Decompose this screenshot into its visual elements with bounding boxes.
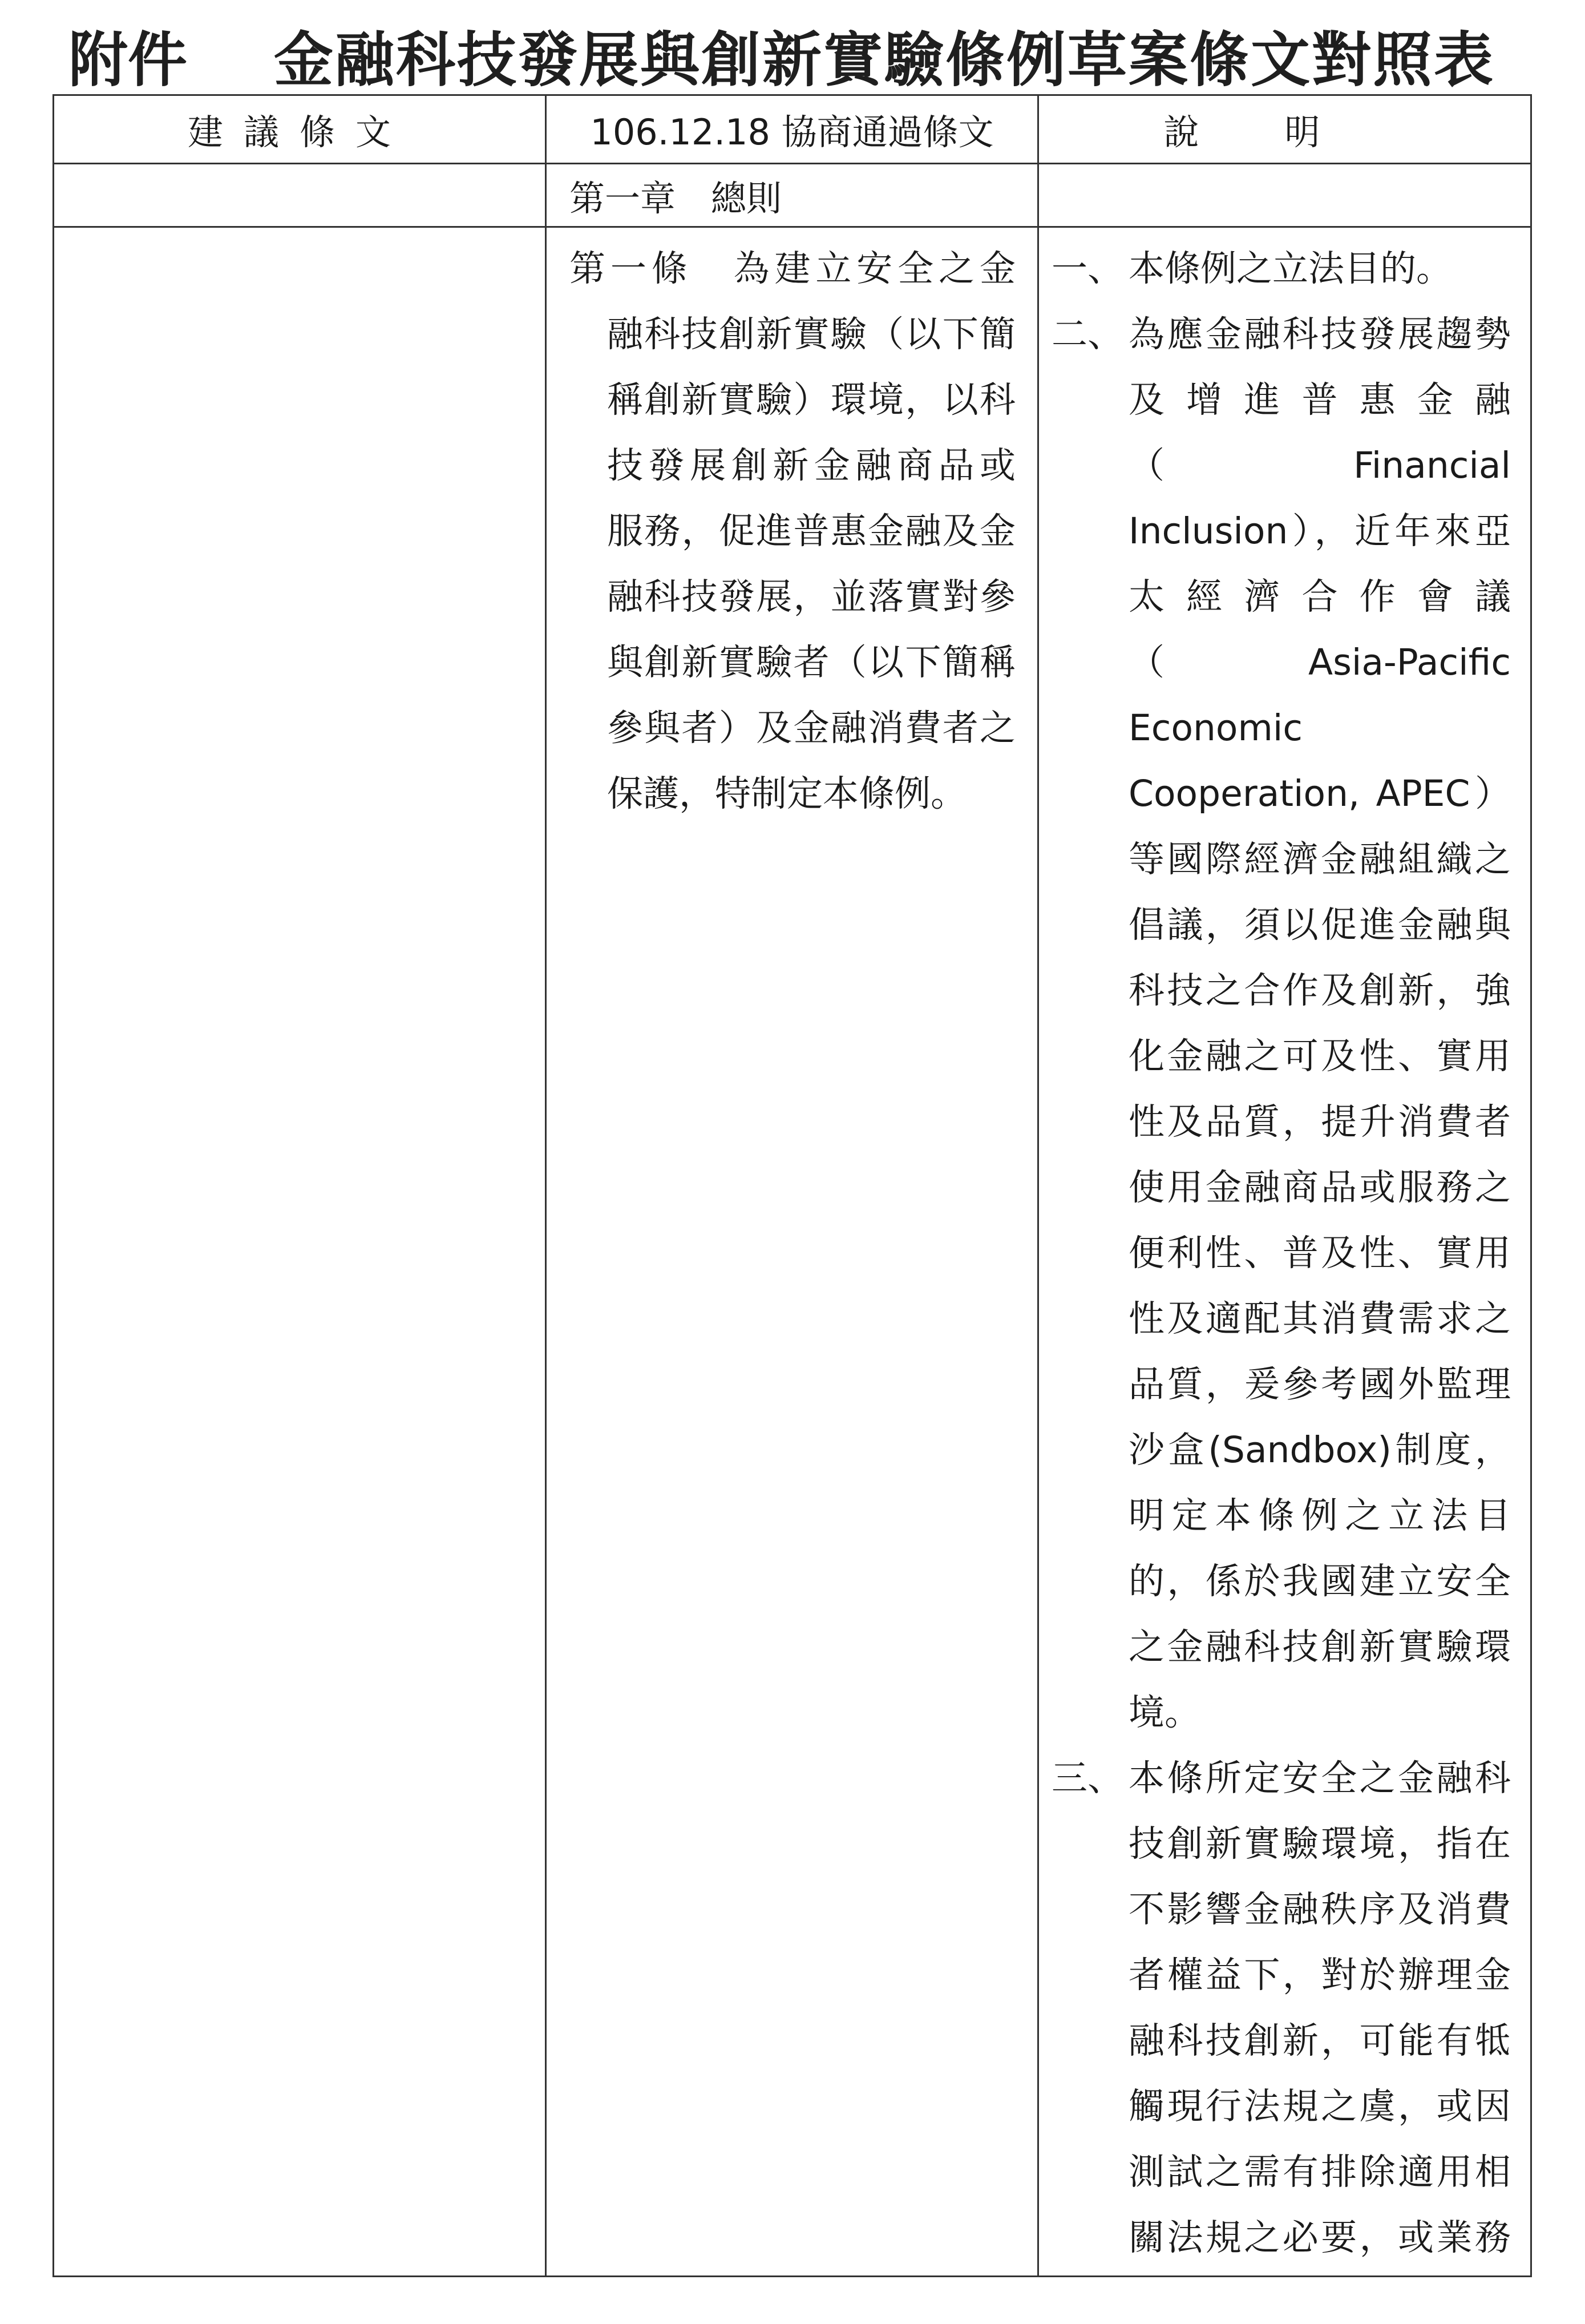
- item-line: 境。: [1129, 1692, 1200, 1733]
- item-line: 為應金融科技發展趨勢: [1129, 313, 1511, 355]
- item-line: 性及適配其消費需求之: [1129, 1298, 1511, 1339]
- item-line: Cooperation, APEC）: [1129, 773, 1511, 814]
- explanation-item: [1052, 236, 1511, 301]
- article-line: 參與者）及金融消費者之: [607, 707, 1016, 749]
- agreed-article-cell: [546, 227, 1038, 2277]
- item-text: [1129, 301, 1511, 1745]
- item-line: （Asia-Pacific: [1129, 641, 1511, 683]
- item-text: [1129, 1745, 1511, 2270]
- item-number: 三、: [1052, 1757, 1123, 1799]
- title-prefix: 附件: [68, 25, 188, 95]
- item-line: 明定本條例之立法目: [1129, 1495, 1511, 1536]
- item-text: [1129, 236, 1511, 301]
- comparison-table: [52, 94, 1532, 2277]
- article-line: 技發展創新金融商品或: [607, 445, 1016, 486]
- item-line: 本條所定安全之金融科: [1129, 1757, 1511, 1799]
- item-line: 之金融科技創新實驗環: [1129, 1626, 1511, 1668]
- article-row: [54, 227, 1531, 2277]
- item-line: 融科技創新，可能有牴: [1129, 2020, 1511, 2061]
- item-line: 科技之合作及創新，強: [1129, 970, 1511, 1011]
- item-line: 太經濟合作會議: [1129, 576, 1511, 618]
- article-line: 與創新實驗者（以下簡稱: [607, 641, 1016, 683]
- item-line: 的，係於我國建立安全: [1129, 1560, 1511, 1602]
- header-agreed-article: 106.12.18 協商通過條文: [546, 95, 1038, 164]
- article-line: 服務，促進普惠金融及金: [607, 510, 1016, 552]
- item-number: 二、: [1052, 313, 1123, 355]
- item-line: 關法規之必要，或業務: [1129, 2217, 1511, 2258]
- item-line: 本條例之立法目的。: [1129, 248, 1452, 289]
- item-line: 品質，爰參考國外監理: [1129, 1363, 1511, 1405]
- item-line: （Financial: [1129, 445, 1511, 486]
- explanation-item: [1052, 1745, 1511, 2270]
- chapter-cell-explanation: [1038, 164, 1531, 227]
- article-body: [569, 301, 1016, 826]
- article-line: 稱創新實驗）環境，以科: [607, 379, 1016, 421]
- chapter-title: 第一章 總則: [569, 177, 782, 219]
- header-explanation: 說明: [1038, 95, 1531, 164]
- article-line: 融科技創新實驗（以下簡: [607, 313, 1016, 355]
- proposed-article-cell: [54, 227, 546, 2277]
- item-line: 倡議，須以促進金融與: [1129, 904, 1511, 946]
- article-head: 第一條 為建立安全之金: [569, 248, 1016, 289]
- item-line: 技創新實驗環境，指在: [1129, 1823, 1511, 1865]
- item-line: 者權益下，對於辦理金: [1129, 1954, 1511, 1996]
- explanation-item: [1052, 301, 1511, 1745]
- article-text: [547, 228, 1037, 826]
- item-line: 觸現行法規之虞，或因: [1129, 2085, 1511, 2127]
- header-proposed-article: 建議條文: [54, 95, 546, 164]
- item-line: 化金融之可及性、實用: [1129, 1035, 1511, 1077]
- item-line: 沙盒(Sandbox)制度，: [1129, 1429, 1511, 1471]
- item-line: 性及品質，提升消費者: [1129, 1101, 1511, 1143]
- item-number: 一、: [1052, 248, 1123, 289]
- item-line: Economic: [1129, 707, 1303, 749]
- chapter-row: [54, 164, 1531, 227]
- header-row: [54, 95, 1531, 164]
- chapter-cell-agreed: [546, 164, 1038, 227]
- item-line: 便利性、普及性、實用: [1129, 1232, 1511, 1274]
- item-line: Inclusion），近年來亞: [1129, 510, 1511, 552]
- item-line: 使用金融商品或服務之: [1129, 1167, 1511, 1208]
- article-line: 融科技發展，並落實對參: [607, 576, 1016, 618]
- item-line: 及增進普惠金融: [1129, 379, 1511, 421]
- item-line: 不影響金融秩序及消費: [1129, 1889, 1511, 1930]
- page-title: [68, 23, 1495, 97]
- item-line: 等國際經濟金融組織之: [1129, 838, 1511, 880]
- explanation-cell: [1038, 227, 1531, 2277]
- item-line: 測試之需有排除適用相: [1129, 2151, 1511, 2193]
- title-main: 金融科技發展與創新實驗條例草案條文對照表: [274, 25, 1495, 95]
- explanation-list: [1039, 228, 1530, 2270]
- article-line: 保護，特制定本條例。: [607, 773, 967, 814]
- chapter-cell-proposed: [54, 164, 546, 227]
